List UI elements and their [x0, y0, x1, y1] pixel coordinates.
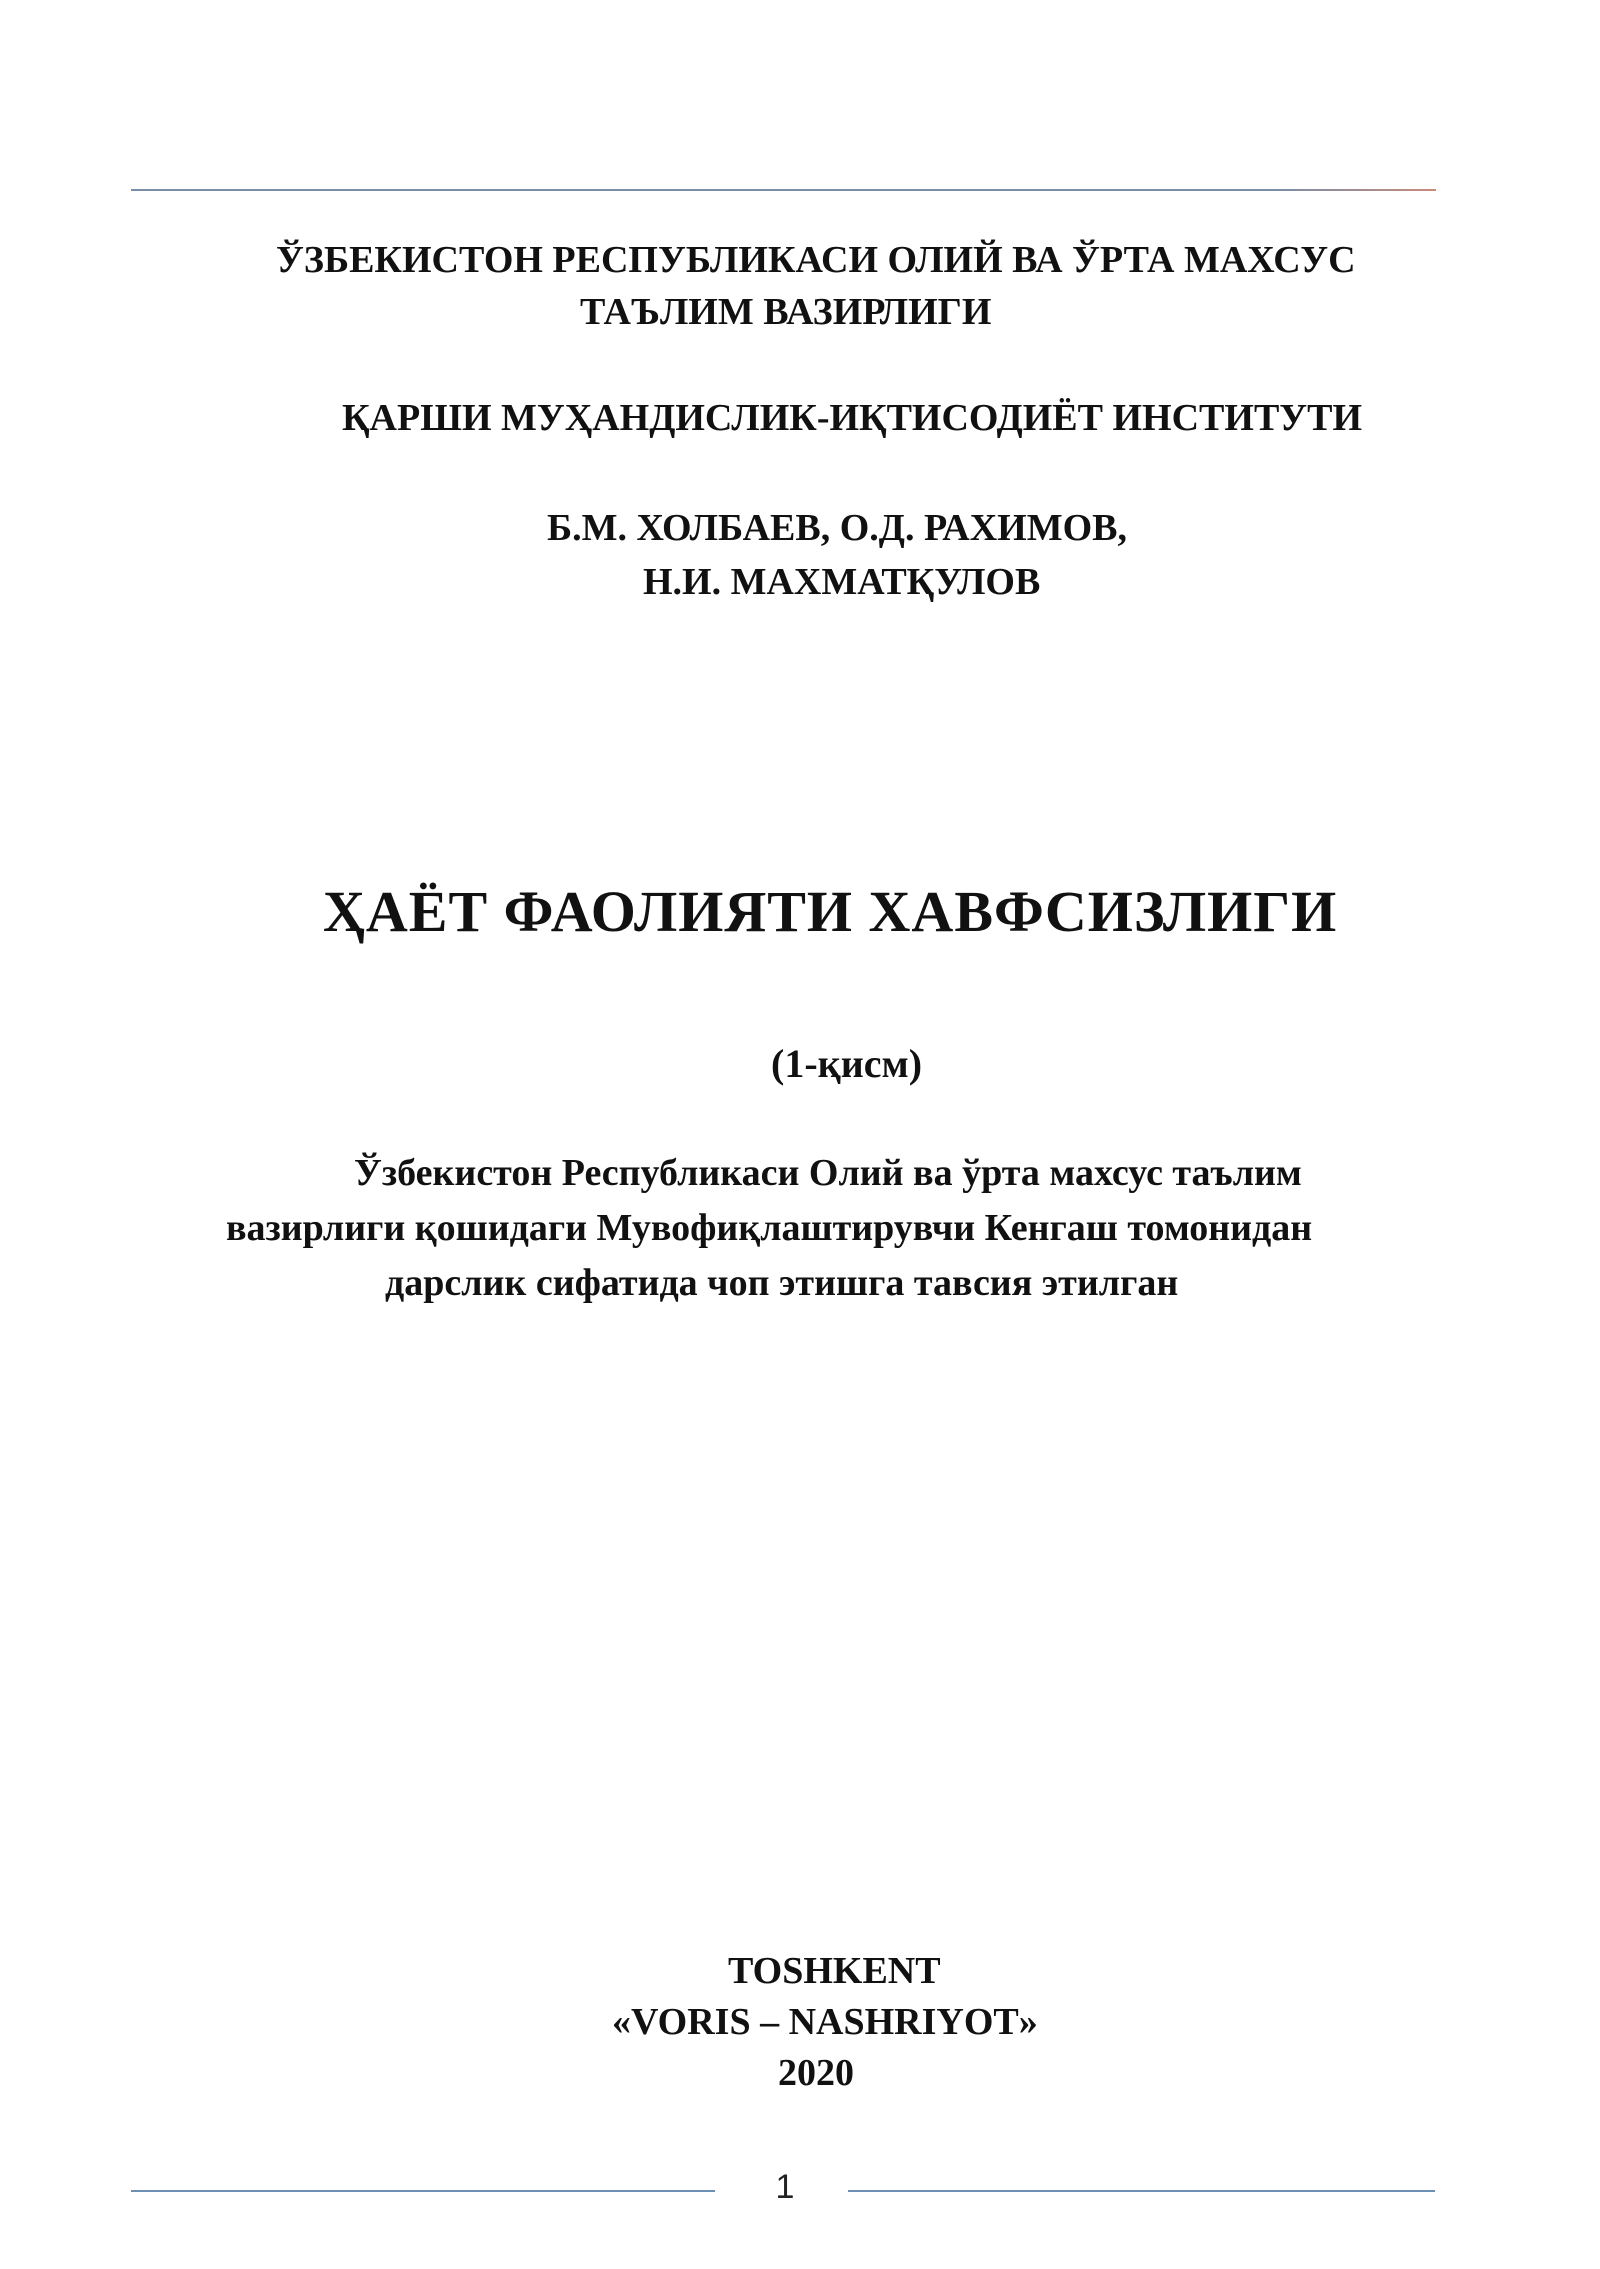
institute-name: ҚАРШИ МУҲАНДИСЛИК-ИҚТИСОДИЁТ ИНСТИТУТИ	[342, 397, 1363, 439]
footer-divider-left	[131, 2190, 715, 2192]
page-number: 1	[775, 2168, 795, 2206]
footer-divider-right	[848, 2190, 1435, 2192]
ministry-line-1: ЎЗБЕКИСТОН РЕСПУБЛИКАСИ ОЛИЙ ВА ЎРТА МАХСУС	[276, 239, 1356, 281]
authors-line-1: Б.М. ХОЛБАЕВ, О.Д. РАХИМОВ,	[547, 507, 1128, 549]
recommendation-line-3: дарслик сифатида чоп этишга тавсия этилган	[385, 1262, 1179, 1304]
ministry-line-2: ТАЪЛИМ ВАЗИРЛИГИ	[580, 291, 992, 333]
book-title: ҲАЁТ ФАОЛИЯТИ ХАВФСИЗЛИГИ	[323, 879, 1338, 944]
header-divider	[131, 189, 1436, 191]
book-part: (1-қисм)	[771, 1041, 923, 1086]
recommendation-line-2: вазирлиги қошидаги Мувофиқлаштирувчи Кенгаш томонидан	[226, 1207, 1313, 1249]
imprint-city: TOSHKENT	[728, 1950, 941, 1992]
authors-line-2: Н.И. МАХМАТҚУЛОВ	[643, 561, 1041, 603]
imprint-publisher: «VORIS – NASHRIYOT»	[612, 2001, 1038, 2043]
recommendation-line-1: Ўзбекистон Республикаси Олий ва ўрта махсус таълим	[354, 1152, 1302, 1194]
imprint-year: 2020	[778, 2052, 854, 2094]
